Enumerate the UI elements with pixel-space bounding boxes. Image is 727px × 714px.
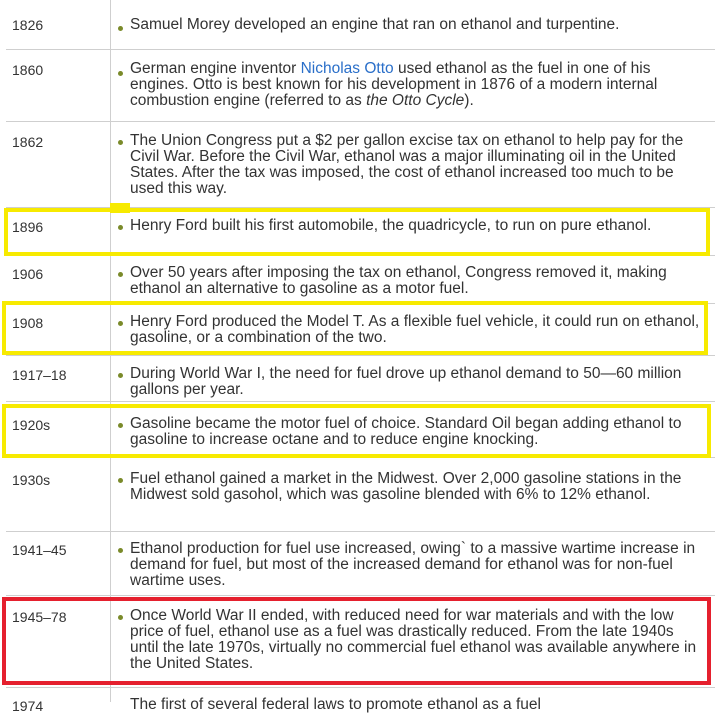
bullet-icon bbox=[118, 225, 123, 230]
otto-cycle-term: the Otto Cycle bbox=[366, 92, 465, 109]
column-divider bbox=[110, 304, 111, 355]
table-row bbox=[6, 458, 715, 532]
table-row bbox=[6, 256, 715, 304]
table-row bbox=[6, 688, 715, 714]
event-description bbox=[130, 61, 704, 109]
bullet-icon bbox=[118, 26, 123, 31]
column-divider bbox=[110, 688, 111, 702]
text-segment: German engine inventor bbox=[130, 60, 301, 77]
year-cell: 1896 bbox=[12, 219, 44, 235]
table-row bbox=[6, 208, 715, 256]
event-description: Samuel Morey developed an engine that ran on ethanol and turpentine. bbox=[130, 16, 620, 33]
column-divider bbox=[110, 402, 111, 457]
table-row bbox=[6, 304, 715, 356]
year-cell: 1941–45 bbox=[12, 542, 67, 558]
table-row bbox=[6, 356, 715, 402]
event-description: Henry Ford produced the Model T. As a flexible fuel vehicle, it could run on ethanol, gasoline, or a combination of the two. bbox=[130, 313, 700, 346]
bullet-icon bbox=[118, 321, 123, 326]
event-description: The first of several federal laws to promote ethanol as a fuel bbox=[130, 696, 541, 713]
column-divider bbox=[110, 0, 111, 49]
bullet-icon bbox=[118, 272, 123, 277]
bullet-icon bbox=[118, 423, 123, 428]
column-divider bbox=[110, 596, 111, 687]
column-divider bbox=[110, 532, 111, 595]
nicholas-otto-link[interactable]: Nicholas Otto bbox=[300, 60, 394, 77]
bullet-icon bbox=[118, 373, 123, 378]
year-cell: 1930s bbox=[12, 472, 51, 488]
table-row bbox=[6, 596, 715, 688]
year-cell: 1860 bbox=[12, 62, 44, 78]
bullet-icon bbox=[118, 478, 123, 483]
year-cell: 1862 bbox=[12, 134, 44, 150]
text-segment: used ethanol as the fuel in one of his engines. Otto is best known for his development in 1876 of a modern internal combustion engine (referred to as bbox=[130, 60, 658, 109]
bullet-icon bbox=[118, 548, 123, 553]
event-description: The Union Congress put a $2 per gallon excise tax on ethanol to help pay for the Civil War. Before the Civil War, ethanol was a major illuminating oil in the United States. After the tax was imposed, the cost of ethanol increased too much to be used this way. bbox=[130, 132, 684, 197]
bullet-icon bbox=[118, 615, 123, 620]
year-cell: 1908 bbox=[12, 315, 44, 331]
text-segment: ). bbox=[464, 92, 474, 109]
year-cell: 1906 bbox=[12, 266, 44, 282]
event-description: Ethanol production for fuel use increased, owing` to a massive wartime increase in demand for fuel, but most of the increased demand for ethanol was for non-fuel wartime uses. bbox=[130, 540, 696, 589]
event-description: During World War I, the need for fuel drove up ethanol demand to 50—60 million gallons per year. bbox=[130, 365, 682, 398]
bullet-icon bbox=[118, 71, 123, 76]
year-cell: 1920s bbox=[12, 417, 51, 433]
table-row bbox=[6, 0, 715, 50]
column-divider bbox=[110, 208, 111, 255]
event-description: Gasoline became the motor fuel of choice. Standard Oil began adding ethanol to gasoline to increase octane and to reduce engine knocking. bbox=[130, 415, 682, 448]
table-row bbox=[6, 50, 715, 122]
table-row bbox=[6, 532, 715, 596]
column-divider bbox=[110, 256, 111, 303]
highlight-tab-marker bbox=[110, 203, 130, 213]
event-description: Over 50 years after imposing the tax on ethanol, Congress removed it, making ethanol an alternative to gasoline as a motor fuel. bbox=[130, 264, 667, 297]
table-row bbox=[6, 122, 715, 208]
column-divider bbox=[110, 50, 111, 121]
year-cell: 1826 bbox=[12, 17, 44, 33]
column-divider bbox=[110, 356, 111, 401]
event-description: Fuel ethanol gained a market in the Midwest. Over 2,000 gasoline stations in the Midwest sold gasohol, which was gasoline blended with 6% to 12% ethanol. bbox=[130, 470, 682, 503]
column-divider bbox=[110, 122, 111, 207]
year-cell: 1945–78 bbox=[12, 609, 67, 625]
year-cell: 1974 bbox=[12, 698, 44, 714]
bullet-icon bbox=[118, 140, 123, 145]
year-cell: 1917–18 bbox=[12, 367, 67, 383]
table-row bbox=[6, 402, 715, 458]
event-description: Once World War II ended, with reduced need for war materials and with the low price of fuel, ethanol use as a fuel was drastically reduced. From the late 1940s until the late 1970s, virtually no commercial fuel ethanol was available anywhere in the United States. bbox=[130, 607, 697, 672]
event-description: Henry Ford built his first automobile, the quadricycle, to run on pure ethanol. bbox=[130, 217, 652, 234]
column-divider bbox=[110, 458, 111, 531]
